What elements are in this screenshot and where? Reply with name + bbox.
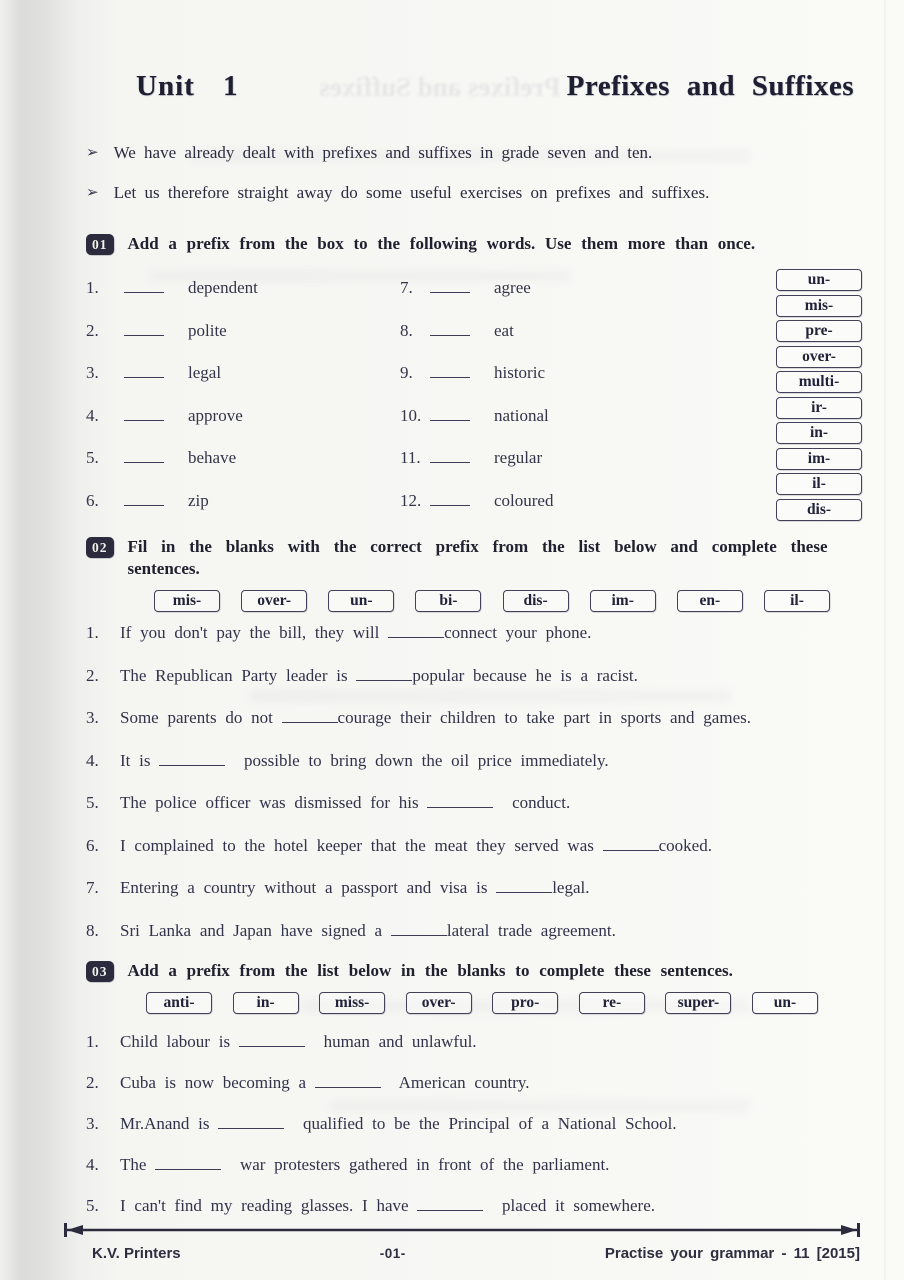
prefix-box: over- xyxy=(241,590,307,612)
sentence-number: 5. xyxy=(86,1196,99,1215)
prefix-box: un- xyxy=(776,269,862,291)
prefix-box: im- xyxy=(590,590,656,612)
sentence-number: 4. xyxy=(86,1155,99,1174)
sentence-text: The xyxy=(120,1155,147,1174)
answer-blank xyxy=(124,492,164,506)
prefix-box: pro- xyxy=(492,992,558,1014)
item-word: eat xyxy=(494,320,514,340)
sentence xyxy=(86,612,862,655)
item-number: 12. xyxy=(400,490,422,510)
sentence-text: If you don't pay the bill, they will xyxy=(120,623,380,642)
exercise-number-badge: 02 xyxy=(86,537,114,558)
answer-blank xyxy=(315,1074,381,1088)
sentence-text: Sri Lanka and Japan have signed a xyxy=(120,920,383,940)
sentence-number: 2. xyxy=(86,665,99,685)
sentence-text: I can't find my reading glasses. I have xyxy=(120,1196,409,1215)
sentence-text: The police officer was dismissed for his xyxy=(120,793,419,812)
prefix-box: il- xyxy=(764,590,830,612)
item-number: 1. xyxy=(86,278,99,297)
sentence xyxy=(86,740,862,783)
sentence-text: Some parents do not xyxy=(120,708,273,727)
prefix-box: bi- xyxy=(415,590,481,612)
item-word: agree xyxy=(494,278,531,297)
intro-bullets xyxy=(86,133,862,213)
answer-blank xyxy=(159,752,225,766)
prefix-box: re- xyxy=(579,992,645,1014)
item-number: 2. xyxy=(86,320,99,340)
prefix-box: im- xyxy=(776,448,862,470)
answer-blank xyxy=(430,322,470,336)
sentence-text: conduct. xyxy=(512,793,571,812)
page-number: -01- xyxy=(379,1246,406,1261)
exercise1-word-grid xyxy=(86,267,862,522)
prefix-box: miss- xyxy=(319,992,385,1014)
sentence-text: courage their children to take part in sports and games. xyxy=(337,708,751,727)
answer-blank xyxy=(124,407,164,421)
item-word: zip xyxy=(188,490,209,510)
sentence-text: popular because he is a racist. xyxy=(412,665,638,685)
arrow-bullet-icon: ➢ xyxy=(86,145,99,161)
exercise-number-badge: 01 xyxy=(86,234,114,255)
word-item xyxy=(400,437,776,480)
item-word: historic xyxy=(494,363,545,382)
item-word: regular xyxy=(494,448,543,467)
sentence xyxy=(86,825,862,868)
sentence-number: 5. xyxy=(86,793,99,812)
sentence-number: 1. xyxy=(86,623,99,642)
item-number: 8. xyxy=(400,320,413,340)
word-column-left xyxy=(86,267,400,522)
item-number: 3. xyxy=(86,363,99,382)
sentence-text: qualified to be the Principal of a National School. xyxy=(303,1114,677,1133)
exercise-number-badge: 03 xyxy=(86,961,114,982)
sentence-number: 3. xyxy=(86,1114,99,1133)
footer-labels xyxy=(64,1245,860,1262)
intro-bullet xyxy=(86,133,862,173)
sentence-text: Entering a country without a passport and visa is xyxy=(120,878,488,897)
exercise3-header xyxy=(86,960,862,982)
prefix-box: in- xyxy=(776,422,862,444)
item-word: approve xyxy=(188,405,243,425)
sentence-text: cooked. xyxy=(658,835,712,855)
sentence-text: Child labour is xyxy=(120,1032,231,1051)
sentence-text: Cuba is now becoming a xyxy=(120,1073,307,1092)
sentence-number: 7. xyxy=(86,878,99,897)
unit-label: Unit 1 xyxy=(136,70,239,102)
prefix-box: il- xyxy=(776,473,862,495)
sentence xyxy=(86,655,862,698)
prefix-box: dis- xyxy=(776,499,862,521)
answer-blank xyxy=(239,1033,305,1047)
word-item xyxy=(400,352,776,395)
prefix-box-column xyxy=(776,269,862,522)
sentence-number: 2. xyxy=(86,1073,99,1092)
answer-blank xyxy=(124,322,164,336)
item-number: 4. xyxy=(86,405,99,425)
answer-blank xyxy=(430,449,470,463)
word-item xyxy=(86,395,400,438)
prefix-box: en- xyxy=(677,590,743,612)
prefix-box: over- xyxy=(406,992,472,1014)
sentence-text: Mr.Anand is xyxy=(120,1114,210,1133)
answer-blank xyxy=(496,879,552,893)
answer-blank xyxy=(430,407,470,421)
prefix-box: super- xyxy=(665,992,731,1014)
sentence xyxy=(86,1103,862,1144)
answer-blank xyxy=(356,667,412,681)
sentence xyxy=(86,782,862,825)
item-number: 7. xyxy=(400,278,413,297)
sentence-text: possible to bring down the oil price immediately. xyxy=(243,750,609,770)
exercise3-sentences xyxy=(86,1021,862,1226)
sentence xyxy=(86,1144,862,1185)
sentence xyxy=(86,697,862,740)
answer-blank xyxy=(218,1115,284,1129)
page-edge-line xyxy=(884,0,886,1280)
page-content xyxy=(86,0,862,1226)
page-footer xyxy=(64,1223,860,1262)
answer-blank xyxy=(427,794,493,808)
word-item xyxy=(86,267,400,310)
exercise2-sentences xyxy=(86,612,862,952)
sentence-text: war protesters gathered in front of the parliament. xyxy=(239,1155,610,1174)
prefix-box: pre- xyxy=(776,320,862,342)
answer-blank xyxy=(430,492,470,506)
item-word: polite xyxy=(188,320,227,340)
sentence xyxy=(86,1021,862,1062)
item-number: 5. xyxy=(86,448,99,467)
exercise3-prefix-list xyxy=(146,992,818,1014)
sentence-text: It is xyxy=(120,750,151,770)
intro-bullet xyxy=(86,173,862,213)
sentence-number: 4. xyxy=(86,750,99,770)
word-column-right xyxy=(400,267,776,522)
prefix-box: in- xyxy=(233,992,299,1014)
item-word: dependent xyxy=(188,278,258,297)
sentence-text: lateral trade agreement. xyxy=(446,920,616,940)
sentence-text: connect your phone. xyxy=(444,623,592,642)
sentence-text: legal. xyxy=(552,878,590,897)
arrow-bullet-icon: ➢ xyxy=(86,185,99,201)
sentence xyxy=(86,1185,862,1226)
exercise1-header xyxy=(86,233,862,255)
printer-credit: K.V. Printers xyxy=(92,1245,181,1262)
word-item xyxy=(86,352,400,395)
answer-blank xyxy=(124,279,164,293)
sentence-number: 1. xyxy=(86,1032,99,1051)
item-number: 9. xyxy=(400,363,413,382)
word-item xyxy=(400,267,776,310)
exercise2-instruction: Fil in the blanks with the correct prefix from the list below and complete these sentences. xyxy=(127,537,828,578)
exercise3-instruction: Add a prefix from the list below in the blanks to complete these sentences. xyxy=(127,961,733,980)
answer-blank xyxy=(282,709,338,723)
sentence xyxy=(86,1062,862,1103)
sentence-number: 8. xyxy=(86,920,99,940)
prefix-box: anti- xyxy=(146,992,212,1014)
sentence-text: placed it somewhere. xyxy=(502,1196,656,1215)
sentence-number: 3. xyxy=(86,708,99,727)
word-item xyxy=(86,310,400,353)
word-item xyxy=(400,480,776,523)
prefix-box: mis- xyxy=(776,295,862,317)
prefix-box: un- xyxy=(752,992,818,1014)
bleed-through-ghost-title: Prefixes and Suffixes xyxy=(319,72,561,102)
item-word: national xyxy=(494,405,549,425)
page-width-rule-icon xyxy=(64,1223,860,1237)
intro-bullet-text: We have already dealt with prefixes and suffixes in grade seven and ten. xyxy=(113,143,653,162)
exercise1-instruction: Add a prefix from the box to the following words. Use them more than once. xyxy=(127,234,756,253)
word-item xyxy=(86,437,400,480)
item-word: legal xyxy=(188,363,222,382)
item-word: behave xyxy=(188,448,237,467)
sentence-text: human and unlawful. xyxy=(323,1032,477,1051)
book-title: Practise your grammar - 11 [2015] xyxy=(604,1245,860,1262)
page-title: Prefixes and Suffixes xyxy=(566,70,854,102)
item-number: 11. xyxy=(400,448,421,467)
word-item xyxy=(400,310,776,353)
word-item xyxy=(86,480,400,523)
prefix-box: ir- xyxy=(776,397,862,419)
exercise2-header xyxy=(86,536,862,580)
answer-blank xyxy=(155,1156,221,1170)
sentence xyxy=(86,910,862,953)
answer-blank xyxy=(391,922,447,936)
item-number: 10. xyxy=(400,405,422,425)
prefix-box: dis- xyxy=(503,590,569,612)
word-item xyxy=(400,395,776,438)
answer-blank xyxy=(430,279,470,293)
prefix-box: over- xyxy=(776,346,862,368)
item-number: 6. xyxy=(86,490,99,510)
sentence xyxy=(86,867,862,910)
prefix-box: mis- xyxy=(154,590,220,612)
answer-blank xyxy=(417,1197,483,1211)
sentence-text: American country. xyxy=(398,1073,530,1092)
intro-bullet-text: Let us therefore straight away do some useful exercises on prefixes and suffixes. xyxy=(113,183,710,202)
page-header xyxy=(86,70,862,103)
prefix-box: un- xyxy=(328,590,394,612)
answer-blank xyxy=(124,364,164,378)
prefix-box: multi- xyxy=(776,371,862,393)
answer-blank xyxy=(124,449,164,463)
answer-blank xyxy=(603,837,659,851)
sentence-text: I complained to the hotel keeper that the meat they served was xyxy=(120,835,594,855)
sentence-text: The Republican Party leader is xyxy=(120,665,348,685)
exercise2-prefix-list xyxy=(154,590,830,612)
item-word: coloured xyxy=(494,490,554,510)
answer-blank xyxy=(430,364,470,378)
sentence-number: 6. xyxy=(86,835,99,855)
answer-blank xyxy=(388,624,444,638)
